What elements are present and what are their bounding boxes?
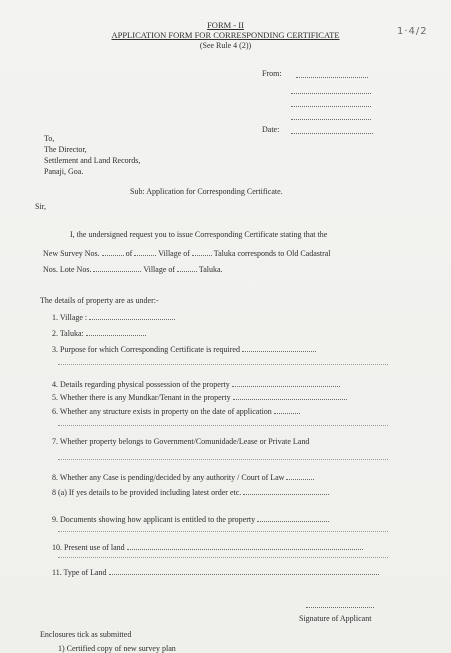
from-line-1[interactable] [296,69,368,78]
form-rule: (See Rule 4 (2)) [199,41,252,50]
structure-continuation-line[interactable] [58,425,388,426]
present-use-continuation-line[interactable] [58,557,388,558]
date-line[interactable] [291,125,373,134]
item-present-use: 10. Present use of land [52,541,363,552]
village-input-2[interactable] [177,263,197,272]
body-line-1: I, the undersigned request you to issue Corresponding Certificate stating that the [70,230,328,239]
date-label: Date: [262,125,280,134]
item-case-pending: 8. Whether any Case is pending/decided by any authority / Court of Law [52,471,314,482]
signature-label: Signature of Applicant [299,614,372,623]
taluka-label: Taluka. [198,265,223,274]
corner-handwritten-note: 1·4/2 [397,26,428,37]
form-title: APPLICATION FORM FOR CORRESPONDING CERTIFICATE [111,30,340,40]
item-mundkar: 5. Whether there is any Mundkar/Tenant in the property [52,391,347,402]
from-line-4[interactable] [291,111,371,120]
of-input[interactable] [134,247,156,256]
documents-field[interactable] [257,513,329,522]
village-of-label-1: Village of [158,249,190,258]
enclosure-item-1: 1) Certified copy of new survey plan [58,644,176,653]
structure-field[interactable] [274,405,300,414]
possession-field[interactable] [232,378,340,387]
item-documents: 9. Documents showing how applicant is entitled to the property [52,513,329,524]
item-structure: 6. Whether any structure exists in property on the date of application [52,405,300,416]
purpose-continuation-line[interactable] [58,364,388,365]
from-label: From: [262,69,282,78]
salutation: Sir, [35,202,47,211]
body-line-2 [43,247,331,258]
taluka-corresponds-label: Taluka corresponds to Old Cadastral [213,249,331,258]
case-details-field[interactable] [243,486,329,495]
body-line-3 [43,263,223,274]
form-number: FORM - II [207,20,244,30]
lote-nos-input[interactable] [93,263,141,272]
item-village: 1. Village : [52,311,175,322]
from-line-3[interactable] [291,98,371,107]
case-pending-field[interactable] [286,471,314,480]
addressee-line-1: The Director, [44,145,87,154]
mundkar-field[interactable] [233,391,347,400]
details-intro: The details of property are as under:- [40,296,159,305]
addressee-line-3: Panaji, Goa. [44,167,84,176]
item-taluka: 2. Taluka: [52,327,146,338]
taluka-field[interactable] [86,327,146,336]
item-case-details: 8 (a) If yes details to be provided including latest order etc. [52,486,329,497]
lote-nos-label: Nos. Lote Nos. [43,265,92,274]
village-field[interactable] [89,311,175,320]
item-purpose: 3. Purpose for which Corresponding Certificate is required [52,343,316,354]
documents-continuation-line[interactable] [58,531,388,532]
ownership-continuation-line[interactable] [58,459,388,460]
from-line-2[interactable] [291,85,371,94]
to-label: To, [44,134,55,143]
of-label: of [125,249,133,258]
subject: Sub: Application for Corresponding Certificate. [130,187,283,196]
enclosures-label: Enclosures tick as submitted [40,630,132,639]
purpose-field[interactable] [242,343,316,352]
type-of-land-field[interactable] [109,566,379,575]
item-possession: 4. Details regarding physical possession of the property [52,378,340,389]
village-of-label-2: Village of [143,265,176,274]
new-survey-input[interactable] [102,247,124,256]
signature-line[interactable] [306,599,374,608]
new-survey-label: New Survey Nos. [43,249,100,258]
item-type-of-land: 11. Type of Land [52,566,379,577]
addressee-line-2: Settlement and Land Records, [44,156,141,165]
item-ownership: 7. Whether property belongs to Government/Comunidade/Lease or Private Land [52,437,310,446]
present-use-field[interactable] [127,541,363,550]
village-input-1[interactable] [192,247,212,256]
